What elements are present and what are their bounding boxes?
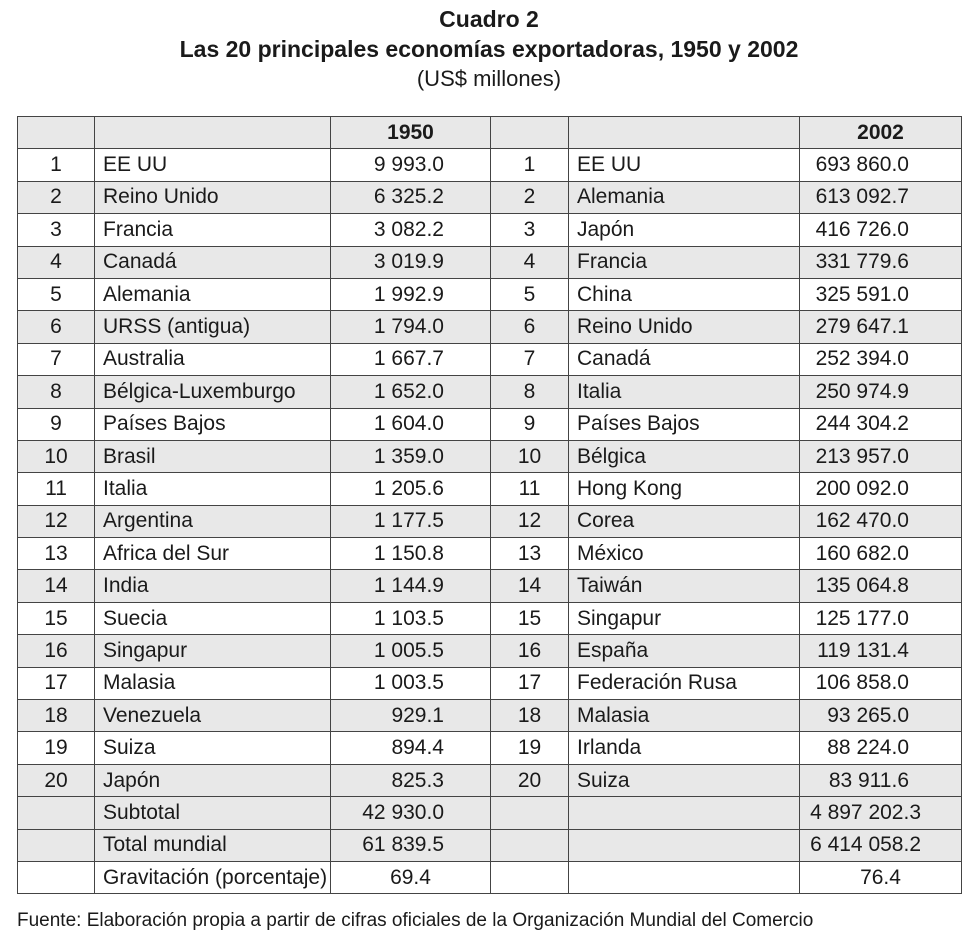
country-2002: México <box>569 538 800 570</box>
country-1950: Italia <box>95 473 331 505</box>
value-2002: 135 064.8 <box>800 570 962 602</box>
value-1950: 3 019.9 <box>331 246 491 278</box>
value-2002: 613 092.7 <box>800 181 962 213</box>
value-1950: 1 177.5 <box>331 505 491 537</box>
country-1950: Suecia <box>95 602 331 634</box>
country-1950: Venezuela <box>95 700 331 732</box>
rank-1950: 11 <box>18 473 95 505</box>
country-1950: Canadá <box>95 246 331 278</box>
rank-2002: 14 <box>491 570 569 602</box>
country-1950: Reino Unido <box>95 181 331 213</box>
value-1950: 3 082.2 <box>331 214 491 246</box>
header-rank-1950 <box>18 117 95 149</box>
rank-2002: 12 <box>491 505 569 537</box>
country-1950: Brasil <box>95 440 331 472</box>
rank-1950: 6 <box>18 311 95 343</box>
value-1950: 1 794.0 <box>331 311 491 343</box>
table-row <box>18 505 962 537</box>
rank-1950: 9 <box>18 408 95 440</box>
table-number: Cuadro 2 <box>439 6 539 32</box>
value-1950: 1 992.9 <box>331 278 491 310</box>
rank-1950: 2 <box>18 181 95 213</box>
value-1950: 1 103.5 <box>331 602 491 634</box>
gravitacion-2002: 76.4 <box>800 861 962 893</box>
rank-1950: 1 <box>18 149 95 181</box>
value-2002: 244 304.2 <box>800 408 962 440</box>
value-1950: 1 205.6 <box>331 473 491 505</box>
gravitacion-label: Gravitación (porcentaje) <box>95 861 331 893</box>
header-row <box>18 117 962 149</box>
subtotal-2002: 4 897 202.3 <box>800 797 962 829</box>
rank-2002: 17 <box>491 667 569 699</box>
rank-2002: 10 <box>491 440 569 472</box>
rank-1950: 5 <box>18 278 95 310</box>
table-title: Las 20 principales economías exportadoras, 1950 y 2002 <box>179 36 799 62</box>
table-row <box>18 602 962 634</box>
rank-1950: 20 <box>18 764 95 796</box>
country-2002: Singapur <box>569 602 800 634</box>
value-2002: 162 470.0 <box>800 505 962 537</box>
rank-1950: 12 <box>18 505 95 537</box>
value-2002: 88 224.0 <box>800 732 962 764</box>
rank-1950: 7 <box>18 343 95 375</box>
header-year-2002: 2002 <box>800 117 962 149</box>
rank-2002: 3 <box>491 214 569 246</box>
table-row <box>18 311 962 343</box>
header-country-2002 <box>569 117 800 149</box>
subtotal-label: Subtotal <box>95 797 331 829</box>
country-1950: Japón <box>95 764 331 796</box>
table-row <box>18 214 962 246</box>
table-row <box>18 570 962 602</box>
subtotal-1950: 42 930.0 <box>331 797 491 829</box>
total-2002: 6 414 058.2 <box>800 829 962 861</box>
country-1950: Alemania <box>95 278 331 310</box>
rank-1950: 16 <box>18 635 95 667</box>
source-note: Fuente: Elaboración propia a partir de cifras oficiales de la Organización Mundial del Comercio <box>17 910 814 931</box>
rank-2002: 11 <box>491 473 569 505</box>
value-2002: 83 911.6 <box>800 764 962 796</box>
rank-2002: 4 <box>491 246 569 278</box>
country-1950: Argentina <box>95 505 331 537</box>
country-1950: Australia <box>95 343 331 375</box>
value-2002: 331 779.6 <box>800 246 962 278</box>
rank-2002: 15 <box>491 602 569 634</box>
rank-1950: 15 <box>18 602 95 634</box>
country-2002: Corea <box>569 505 800 537</box>
country-1950: India <box>95 570 331 602</box>
rank-2002: 19 <box>491 732 569 764</box>
rank-2002: 2 <box>491 181 569 213</box>
value-1950: 1 150.8 <box>331 538 491 570</box>
table-row <box>18 343 962 375</box>
header-rank-2002 <box>491 117 569 149</box>
table-row <box>18 149 962 181</box>
value-2002: 325 591.0 <box>800 278 962 310</box>
country-2002: Alemania <box>569 181 800 213</box>
country-2002: Reino Unido <box>569 311 800 343</box>
table-row <box>18 246 962 278</box>
country-1950: Bélgica-Luxemburgo <box>95 376 331 408</box>
subtotal-row <box>18 797 962 829</box>
rank-1950: 4 <box>18 246 95 278</box>
table-row <box>18 408 962 440</box>
value-1950: 9 993.0 <box>331 149 491 181</box>
rank-1950: 10 <box>18 440 95 472</box>
value-1950: 1 003.5 <box>331 667 491 699</box>
rank-2002: 9 <box>491 408 569 440</box>
value-2002: 250 974.9 <box>800 376 962 408</box>
country-1950: Africa del Sur <box>95 538 331 570</box>
table-row <box>18 667 962 699</box>
country-2002: Japón <box>569 214 800 246</box>
total-1950: 61 839.5 <box>331 829 491 861</box>
rank-1950: 18 <box>18 700 95 732</box>
country-2002: Francia <box>569 246 800 278</box>
header-year-1950: 1950 <box>331 117 491 149</box>
country-1950: URSS (antigua) <box>95 311 331 343</box>
country-2002: España <box>569 635 800 667</box>
rank-1950: 14 <box>18 570 95 602</box>
rank-2002: 20 <box>491 764 569 796</box>
value-2002: 106 858.0 <box>800 667 962 699</box>
table-row <box>18 732 962 764</box>
country-1950: Países Bajos <box>95 408 331 440</box>
table-row <box>18 278 962 310</box>
value-2002: 213 957.0 <box>800 440 962 472</box>
value-2002: 416 726.0 <box>800 214 962 246</box>
table-row <box>18 181 962 213</box>
country-2002: China <box>569 278 800 310</box>
value-1950: 1 604.0 <box>331 408 491 440</box>
country-2002: Malasia <box>569 700 800 732</box>
country-2002: Suiza <box>569 764 800 796</box>
rank-2002: 7 <box>491 343 569 375</box>
header-country-1950 <box>95 117 331 149</box>
value-2002: 125 177.0 <box>800 602 962 634</box>
value-2002: 160 682.0 <box>800 538 962 570</box>
table-row <box>18 376 962 408</box>
country-1950: Suiza <box>95 732 331 764</box>
value-2002: 252 394.0 <box>800 343 962 375</box>
rank-1950: 8 <box>18 376 95 408</box>
value-1950: 1 667.7 <box>331 343 491 375</box>
rank-2002: 16 <box>491 635 569 667</box>
gravitacion-row <box>18 861 962 893</box>
total-row <box>18 829 962 861</box>
country-1950: Malasia <box>95 667 331 699</box>
table-row <box>18 538 962 570</box>
country-2002: Italia <box>569 376 800 408</box>
country-2002: Taiwán <box>569 570 800 602</box>
table-row <box>18 764 962 796</box>
table-row <box>18 635 962 667</box>
rank-2002: 18 <box>491 700 569 732</box>
value-1950: 894.4 <box>331 732 491 764</box>
country-2002: Irlanda <box>569 732 800 764</box>
rank-2002: 8 <box>491 376 569 408</box>
value-2002: 279 647.1 <box>800 311 962 343</box>
value-1950: 929.1 <box>331 700 491 732</box>
value-1950: 1 144.9 <box>331 570 491 602</box>
value-2002: 693 860.0 <box>800 149 962 181</box>
rank-2002: 6 <box>491 311 569 343</box>
country-2002: Canadá <box>569 343 800 375</box>
country-1950: Francia <box>95 214 331 246</box>
value-2002: 93 265.0 <box>800 700 962 732</box>
table-body <box>18 149 962 797</box>
rank-1950: 13 <box>18 538 95 570</box>
country-1950: EE UU <box>95 149 331 181</box>
rank-1950: 19 <box>18 732 95 764</box>
value-2002: 200 092.0 <box>800 473 962 505</box>
value-1950: 6 325.2 <box>331 181 491 213</box>
country-1950: Singapur <box>95 635 331 667</box>
country-2002: EE UU <box>569 149 800 181</box>
gravitacion-1950: 69.4 <box>331 861 491 893</box>
rank-1950: 17 <box>18 667 95 699</box>
rank-2002: 5 <box>491 278 569 310</box>
table-row <box>18 473 962 505</box>
value-1950: 1 652.0 <box>331 376 491 408</box>
country-2002: Hong Kong <box>569 473 800 505</box>
table-row <box>18 440 962 472</box>
exports-table <box>17 116 962 894</box>
rank-2002: 13 <box>491 538 569 570</box>
value-1950: 1 005.5 <box>331 635 491 667</box>
country-2002: Bélgica <box>569 440 800 472</box>
country-2002: Países Bajos <box>569 408 800 440</box>
table-row <box>18 700 962 732</box>
value-1950: 1 359.0 <box>331 440 491 472</box>
country-2002: Federación Rusa <box>569 667 800 699</box>
value-2002: 119 131.4 <box>800 635 962 667</box>
total-label: Total mundial <box>95 829 331 861</box>
rank-2002: 1 <box>491 149 569 181</box>
table-units: (US$ millones) <box>416 66 562 91</box>
rank-1950: 3 <box>18 214 95 246</box>
value-1950: 825.3 <box>331 764 491 796</box>
